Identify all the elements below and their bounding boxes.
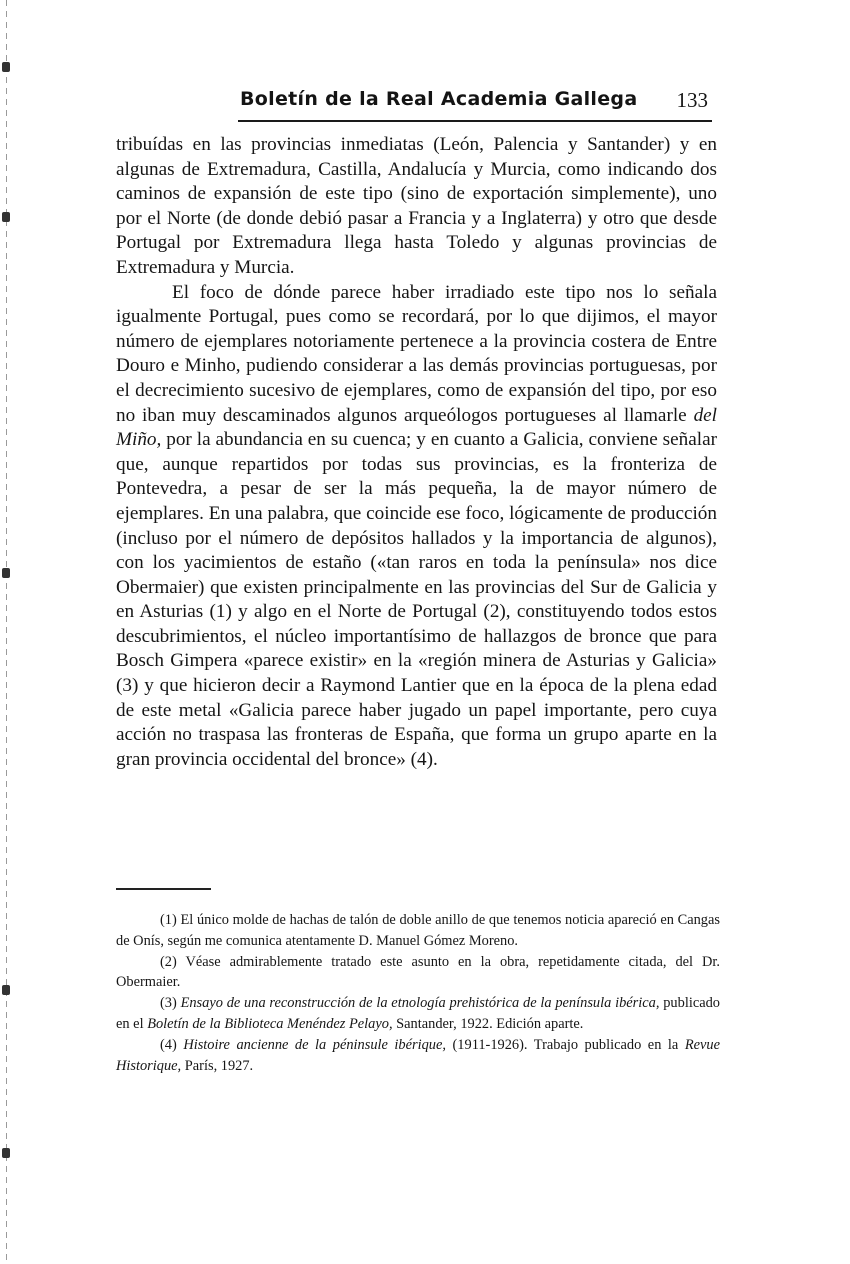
footnote-4 bbox=[116, 1035, 720, 1077]
paragraph-2 bbox=[116, 281, 717, 773]
footnote-1: (1) El único molde de hachas de talón de doble anillo de que tenemos noticia apareció en Cangas de Onís, según me comunica atentamente D. Manuel Gómez Moreno. bbox=[116, 912, 720, 949]
binding-line bbox=[6, 0, 7, 1264]
footnote-4-end: París, 1927. bbox=[184, 1057, 254, 1074]
binding-mark bbox=[2, 212, 10, 222]
footnote-3-journal: Boletín de la Biblioteca Menéndez Pelayo, bbox=[147, 1015, 393, 1032]
footnote-4-journal: Revue Historique, bbox=[116, 1036, 720, 1074]
footnote-3-number: (3) bbox=[160, 995, 177, 1012]
running-title: Boletín de la Real Academia Gallega bbox=[240, 88, 638, 110]
footnote-2: (2) Véase admirablemente tratado este asunto en la obra, repetidamente citada, del Dr. Obermaier. bbox=[116, 953, 720, 991]
footnote-separator bbox=[116, 888, 211, 890]
footnote-3-end: Santander, 1922. Edición aparte. bbox=[396, 1015, 584, 1032]
footnote-4-number: (4) bbox=[160, 1036, 177, 1053]
paragraph-2-part-a: El foco de dónde parece haber irradiado este tipo nos lo señala igualmente Portugal, pues como se recordará, por lo que dijimos, el mayor número de ejemplares notoriamente pertenece a la provincia costera de Entre Douro e Minho, pudiendo considerar a las demás provincias portuguesas, por el decrecimiento sucesivo de ejemplares, como de expansión del tipo, por eso no iban muy descaminados algunos arqueólogos portugueses al llamarle bbox=[116, 281, 717, 426]
page-number: 133 bbox=[676, 88, 708, 112]
footnote-3-mid: publicado en el bbox=[116, 995, 720, 1032]
binding-mark bbox=[2, 568, 10, 578]
footnotes bbox=[116, 910, 720, 1076]
paragraph-2-italic: del Miño, bbox=[116, 404, 718, 451]
binding-mark bbox=[2, 985, 10, 995]
paragraph-1: tribuídas en las provincias inmediatas (León, Palencia y Santander) y en algunas de Extremadura, Castilla, Andalucía y Murcia, como indicando dos caminos de expansión de este tipo (sino de exportación simplemente), uno por el Norte (de donde debió pasar a Francia y a Inglaterra) y otro que desde Portugal por Extremadura llega hasta Toledo y algunas provincias de Extremadura y Murcia. bbox=[116, 134, 717, 278]
paragraph-2-part-b: por la abundancia en su cuenca; y en cuanto a Galicia, conviene señalar que, aunque repartidos por todas sus provincias, es la fronteriza de Pontevedra, a pesar de ser la más pequeña, la de mayor número de ejemplares. En una palabra, que coincide ese foco, lógicamente de producción (incluso por el número de depósitos hallados y la importancia de algunos), con los yacimientos de estaño («tan raros en toda la península» nos dice Obermaier) que existen principalmente en las provincias del Sur de Galicia y en Asturias (1) y algo en el Norte de Portugal (2), constituyendo todos estos descubrimientos, el núcleo importantísimo de hallazgos de bronce que para Bosch Gimpera «parece existir» en la «región minera de Asturias y Galicia» (3) y que hicieron decir a Raymond Lantier que en la época de la plena edad de este metal «Galicia parece haber jugado un papel importante, pero cuya acción no traspasa las fronteras de España, que forma un grupo aparte en la gran provincia occidental del bronce» (4). bbox=[116, 429, 717, 770]
header-rule bbox=[238, 120, 712, 122]
footnote-3-title: Ensayo de una reconstrucción de la etnología prehistórica de la península ibérica, bbox=[180, 995, 660, 1012]
footnote-3 bbox=[116, 993, 720, 1035]
footnote-4-mid: (1911-1926). Trabajo publicado en la bbox=[452, 1036, 679, 1053]
binding-mark bbox=[2, 62, 10, 72]
main-text bbox=[116, 133, 717, 772]
scan-binding-edge bbox=[0, 0, 22, 1264]
binding-mark bbox=[2, 1148, 10, 1158]
footnote-4-title: Histoire ancienne de la péninsule ibérique, bbox=[183, 1036, 446, 1053]
running-header bbox=[240, 84, 708, 122]
